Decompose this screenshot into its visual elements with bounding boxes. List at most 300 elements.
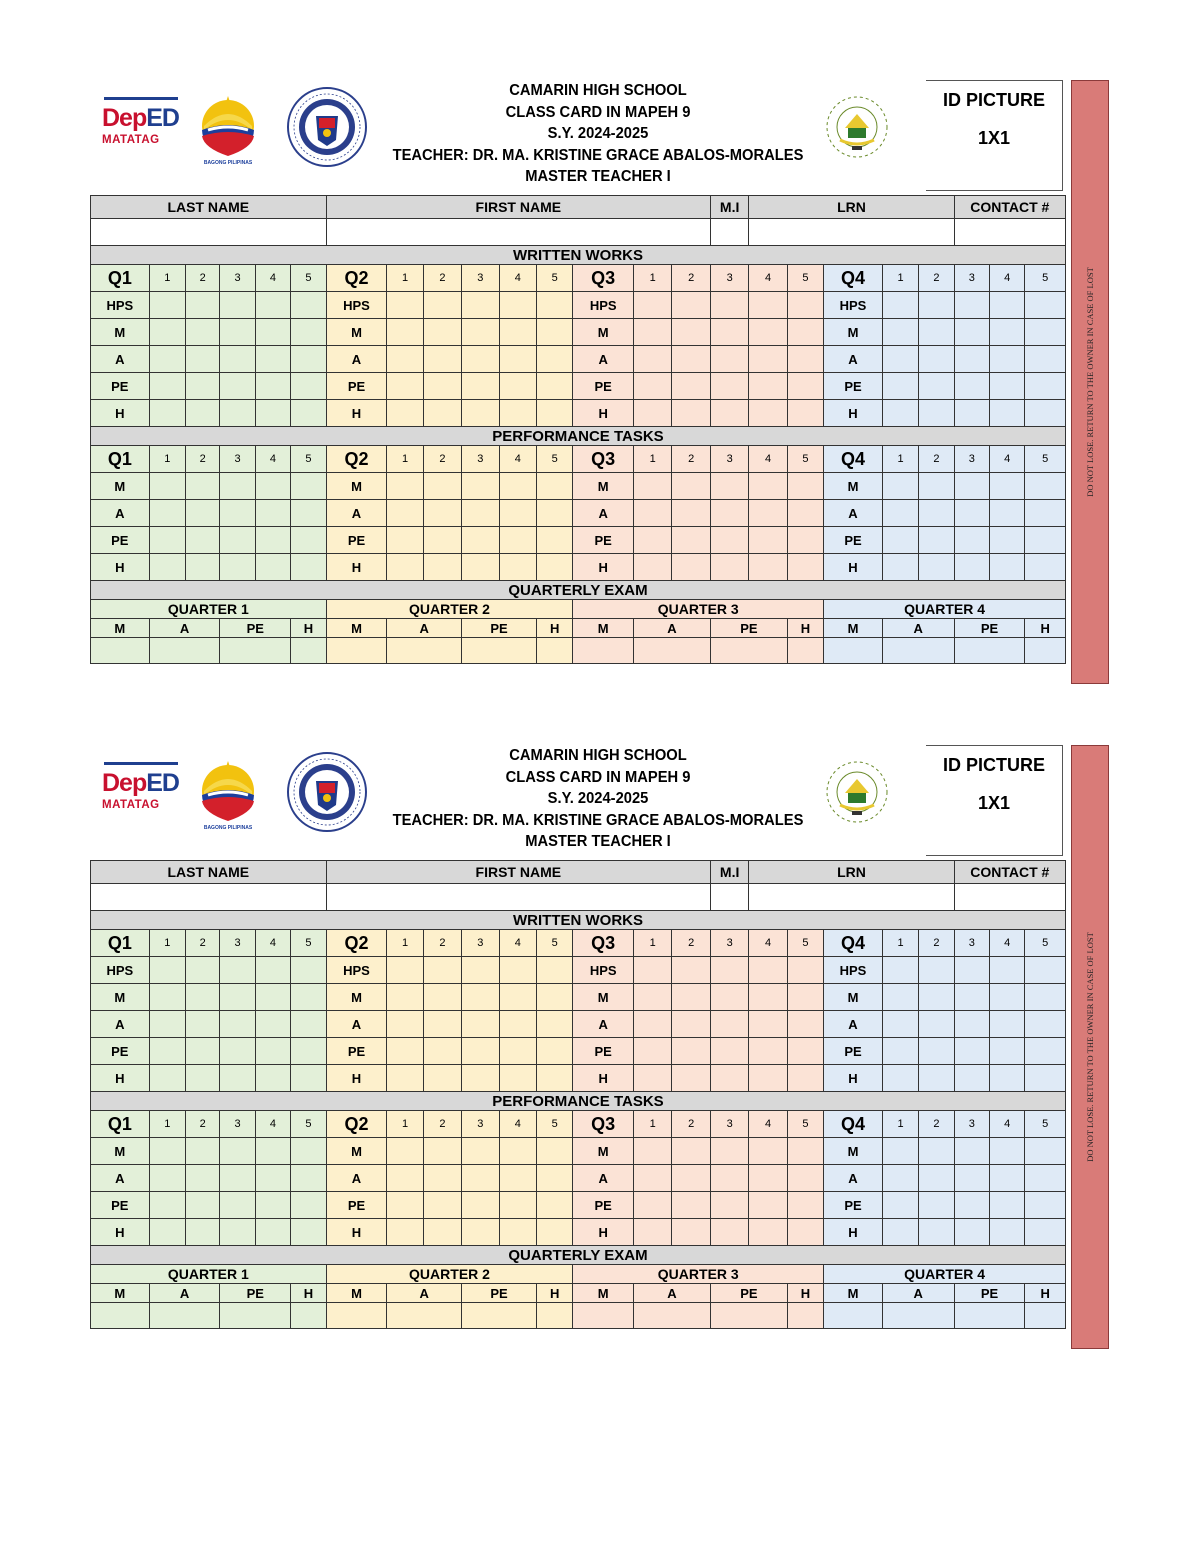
score-cell[interactable] [954, 1165, 989, 1192]
score-cell[interactable] [919, 1011, 954, 1038]
exam-score-cell[interactable] [787, 638, 823, 664]
score-cell[interactable] [634, 292, 672, 319]
score-cell[interactable] [423, 1219, 461, 1246]
score-cell[interactable] [787, 292, 823, 319]
score-cell[interactable] [499, 400, 536, 427]
score-cell[interactable] [710, 1219, 748, 1246]
score-cell[interactable] [990, 1138, 1025, 1165]
exam-score-cell[interactable] [149, 1303, 220, 1329]
score-cell[interactable] [749, 527, 787, 554]
score-cell[interactable] [672, 473, 711, 500]
score-cell[interactable] [536, 1065, 572, 1092]
exam-score-cell[interactable] [387, 638, 462, 664]
score-cell[interactable] [186, 1165, 220, 1192]
score-cell[interactable] [672, 984, 711, 1011]
score-cell[interactable] [220, 1192, 255, 1219]
score-cell[interactable] [749, 984, 787, 1011]
score-cell[interactable] [220, 527, 255, 554]
score-cell[interactable] [710, 373, 748, 400]
score-cell[interactable] [387, 527, 423, 554]
score-cell[interactable] [882, 1065, 918, 1092]
score-cell[interactable] [954, 957, 989, 984]
score-cell[interactable] [536, 984, 572, 1011]
score-cell[interactable] [220, 984, 255, 1011]
score-cell[interactable] [710, 473, 748, 500]
score-cell[interactable] [882, 500, 918, 527]
score-cell[interactable] [634, 1138, 672, 1165]
exam-score-cell[interactable] [220, 638, 291, 664]
score-cell[interactable] [423, 373, 461, 400]
score-cell[interactable] [149, 500, 185, 527]
score-cell[interactable] [536, 957, 572, 984]
score-cell[interactable] [186, 527, 220, 554]
score-cell[interactable] [423, 1065, 461, 1092]
score-cell[interactable] [990, 319, 1025, 346]
score-cell[interactable] [634, 554, 672, 581]
score-cell[interactable] [291, 957, 326, 984]
score-cell[interactable] [462, 1065, 499, 1092]
score-cell[interactable] [787, 1192, 823, 1219]
score-cell[interactable] [1025, 473, 1066, 500]
score-cell[interactable] [462, 400, 499, 427]
score-cell[interactable] [149, 292, 185, 319]
score-cell[interactable] [186, 319, 220, 346]
score-cell[interactable] [1025, 319, 1066, 346]
score-cell[interactable] [710, 346, 748, 373]
score-cell[interactable] [255, 473, 290, 500]
score-cell[interactable] [634, 527, 672, 554]
exam-score-cell[interactable] [326, 1303, 387, 1329]
score-cell[interactable] [672, 346, 711, 373]
score-cell[interactable] [255, 554, 290, 581]
score-cell[interactable] [186, 473, 220, 500]
score-cell[interactable] [220, 1011, 255, 1038]
score-cell[interactable] [387, 346, 423, 373]
score-cell[interactable] [149, 1165, 185, 1192]
score-cell[interactable] [220, 500, 255, 527]
score-cell[interactable] [186, 984, 220, 1011]
score-cell[interactable] [787, 1011, 823, 1038]
score-cell[interactable] [787, 319, 823, 346]
score-cell[interactable] [387, 373, 423, 400]
score-cell[interactable] [499, 1219, 536, 1246]
last-name-field[interactable] [91, 219, 327, 246]
score-cell[interactable] [291, 1038, 326, 1065]
score-cell[interactable] [462, 346, 499, 373]
score-cell[interactable] [462, 373, 499, 400]
score-cell[interactable] [220, 400, 255, 427]
score-cell[interactable] [387, 1219, 423, 1246]
score-cell[interactable] [672, 1192, 711, 1219]
score-cell[interactable] [255, 984, 290, 1011]
exam-score-cell[interactable] [573, 638, 634, 664]
score-cell[interactable] [990, 554, 1025, 581]
score-cell[interactable] [536, 527, 572, 554]
score-cell[interactable] [672, 1065, 711, 1092]
score-cell[interactable] [536, 292, 572, 319]
exam-score-cell[interactable] [1025, 1303, 1066, 1329]
score-cell[interactable] [255, 1192, 290, 1219]
score-cell[interactable] [954, 373, 989, 400]
score-cell[interactable] [149, 1219, 185, 1246]
score-cell[interactable] [387, 292, 423, 319]
exam-score-cell[interactable] [387, 1303, 462, 1329]
score-cell[interactable] [149, 373, 185, 400]
score-cell[interactable] [749, 373, 787, 400]
score-cell[interactable] [749, 1038, 787, 1065]
score-cell[interactable] [462, 527, 499, 554]
score-cell[interactable] [499, 1011, 536, 1038]
score-cell[interactable] [990, 400, 1025, 427]
score-cell[interactable] [220, 1065, 255, 1092]
score-cell[interactable] [291, 400, 326, 427]
score-cell[interactable] [634, 473, 672, 500]
score-cell[interactable] [291, 1165, 326, 1192]
score-cell[interactable] [710, 500, 748, 527]
score-cell[interactable] [291, 319, 326, 346]
exam-score-cell[interactable] [634, 1303, 711, 1329]
score-cell[interactable] [255, 957, 290, 984]
score-cell[interactable] [749, 957, 787, 984]
score-cell[interactable] [882, 319, 918, 346]
score-cell[interactable] [787, 984, 823, 1011]
score-cell[interactable] [672, 1011, 711, 1038]
score-cell[interactable] [387, 1138, 423, 1165]
score-cell[interactable] [882, 346, 918, 373]
score-cell[interactable] [919, 984, 954, 1011]
score-cell[interactable] [787, 1138, 823, 1165]
score-cell[interactable] [149, 984, 185, 1011]
score-cell[interactable] [149, 527, 185, 554]
score-cell[interactable] [787, 1219, 823, 1246]
score-cell[interactable] [749, 319, 787, 346]
score-cell[interactable] [291, 554, 326, 581]
score-cell[interactable] [990, 473, 1025, 500]
score-cell[interactable] [954, 346, 989, 373]
score-cell[interactable] [672, 527, 711, 554]
score-cell[interactable] [387, 1011, 423, 1038]
score-cell[interactable] [1025, 373, 1066, 400]
score-cell[interactable] [749, 1011, 787, 1038]
score-cell[interactable] [499, 1192, 536, 1219]
score-cell[interactable] [787, 373, 823, 400]
score-cell[interactable] [882, 984, 918, 1011]
score-cell[interactable] [787, 400, 823, 427]
first-name-field[interactable] [326, 219, 710, 246]
score-cell[interactable] [954, 1138, 989, 1165]
score-cell[interactable] [499, 500, 536, 527]
score-cell[interactable] [423, 400, 461, 427]
score-cell[interactable] [462, 1038, 499, 1065]
exam-score-cell[interactable] [536, 1303, 572, 1329]
score-cell[interactable] [710, 1011, 748, 1038]
score-cell[interactable] [149, 473, 185, 500]
score-cell[interactable] [634, 1038, 672, 1065]
score-cell[interactable] [536, 1219, 572, 1246]
score-cell[interactable] [149, 957, 185, 984]
score-cell[interactable] [919, 346, 954, 373]
score-cell[interactable] [255, 1011, 290, 1038]
exam-score-cell[interactable] [824, 1303, 883, 1329]
lrn-field[interactable] [749, 884, 954, 911]
score-cell[interactable] [749, 292, 787, 319]
score-cell[interactable] [255, 400, 290, 427]
score-cell[interactable] [220, 346, 255, 373]
score-cell[interactable] [499, 373, 536, 400]
exam-score-cell[interactable] [954, 638, 1025, 664]
score-cell[interactable] [536, 473, 572, 500]
exam-score-cell[interactable] [291, 1303, 326, 1329]
score-cell[interactable] [954, 1219, 989, 1246]
score-cell[interactable] [990, 1011, 1025, 1038]
score-cell[interactable] [462, 500, 499, 527]
score-cell[interactable] [387, 1192, 423, 1219]
score-cell[interactable] [954, 1011, 989, 1038]
score-cell[interactable] [220, 554, 255, 581]
score-cell[interactable] [672, 373, 711, 400]
score-cell[interactable] [387, 473, 423, 500]
score-cell[interactable] [220, 1038, 255, 1065]
score-cell[interactable] [634, 1011, 672, 1038]
score-cell[interactable] [710, 1065, 748, 1092]
lrn-field[interactable] [749, 219, 954, 246]
exam-score-cell[interactable] [710, 638, 787, 664]
score-cell[interactable] [710, 527, 748, 554]
score-cell[interactable] [954, 1038, 989, 1065]
score-cell[interactable] [387, 500, 423, 527]
score-cell[interactable] [634, 1065, 672, 1092]
score-cell[interactable] [634, 1192, 672, 1219]
score-cell[interactable] [787, 346, 823, 373]
score-cell[interactable] [1025, 527, 1066, 554]
exam-score-cell[interactable] [462, 638, 537, 664]
score-cell[interactable] [499, 527, 536, 554]
score-cell[interactable] [291, 1219, 326, 1246]
score-cell[interactable] [1025, 984, 1066, 1011]
score-cell[interactable] [1025, 500, 1066, 527]
score-cell[interactable] [919, 400, 954, 427]
score-cell[interactable] [672, 292, 711, 319]
score-cell[interactable] [990, 292, 1025, 319]
score-cell[interactable] [990, 1165, 1025, 1192]
score-cell[interactable] [634, 1219, 672, 1246]
score-cell[interactable] [220, 1165, 255, 1192]
score-cell[interactable] [882, 1192, 918, 1219]
score-cell[interactable] [423, 1192, 461, 1219]
score-cell[interactable] [710, 292, 748, 319]
score-cell[interactable] [919, 319, 954, 346]
score-cell[interactable] [634, 984, 672, 1011]
score-cell[interactable] [387, 400, 423, 427]
score-cell[interactable] [954, 1065, 989, 1092]
score-cell[interactable] [954, 292, 989, 319]
score-cell[interactable] [882, 957, 918, 984]
score-cell[interactable] [634, 500, 672, 527]
score-cell[interactable] [462, 957, 499, 984]
score-cell[interactable] [186, 400, 220, 427]
score-cell[interactable] [749, 1219, 787, 1246]
score-cell[interactable] [499, 1038, 536, 1065]
score-cell[interactable] [634, 319, 672, 346]
score-cell[interactable] [186, 554, 220, 581]
score-cell[interactable] [954, 400, 989, 427]
score-cell[interactable] [186, 346, 220, 373]
exam-score-cell[interactable] [462, 1303, 537, 1329]
score-cell[interactable] [919, 957, 954, 984]
score-cell[interactable] [462, 1165, 499, 1192]
score-cell[interactable] [672, 1038, 711, 1065]
score-cell[interactable] [710, 319, 748, 346]
score-cell[interactable] [882, 1011, 918, 1038]
score-cell[interactable] [499, 346, 536, 373]
score-cell[interactable] [149, 554, 185, 581]
score-cell[interactable] [499, 1165, 536, 1192]
score-cell[interactable] [882, 554, 918, 581]
score-cell[interactable] [919, 1192, 954, 1219]
score-cell[interactable] [990, 500, 1025, 527]
score-cell[interactable] [255, 1138, 290, 1165]
score-cell[interactable] [882, 400, 918, 427]
score-cell[interactable] [1025, 1138, 1066, 1165]
score-cell[interactable] [499, 1138, 536, 1165]
score-cell[interactable] [255, 1065, 290, 1092]
score-cell[interactable] [536, 346, 572, 373]
score-cell[interactable] [536, 1011, 572, 1038]
score-cell[interactable] [186, 1219, 220, 1246]
score-cell[interactable] [634, 1165, 672, 1192]
score-cell[interactable] [919, 292, 954, 319]
score-cell[interactable] [387, 1065, 423, 1092]
score-cell[interactable] [990, 1219, 1025, 1246]
score-cell[interactable] [462, 292, 499, 319]
exam-score-cell[interactable] [536, 638, 572, 664]
score-cell[interactable] [220, 1138, 255, 1165]
score-cell[interactable] [536, 1138, 572, 1165]
score-cell[interactable] [536, 1038, 572, 1065]
score-cell[interactable] [1025, 1165, 1066, 1192]
score-cell[interactable] [954, 319, 989, 346]
score-cell[interactable] [220, 292, 255, 319]
score-cell[interactable] [749, 1165, 787, 1192]
score-cell[interactable] [749, 1065, 787, 1092]
score-cell[interactable] [919, 500, 954, 527]
exam-score-cell[interactable] [634, 638, 711, 664]
score-cell[interactable] [423, 554, 461, 581]
score-cell[interactable] [255, 346, 290, 373]
score-cell[interactable] [787, 1038, 823, 1065]
score-cell[interactable] [186, 1011, 220, 1038]
exam-score-cell[interactable] [882, 1303, 954, 1329]
score-cell[interactable] [919, 1165, 954, 1192]
exam-score-cell[interactable] [954, 1303, 1025, 1329]
score-cell[interactable] [149, 1038, 185, 1065]
score-cell[interactable] [220, 957, 255, 984]
score-cell[interactable] [387, 984, 423, 1011]
score-cell[interactable] [672, 957, 711, 984]
score-cell[interactable] [423, 1138, 461, 1165]
score-cell[interactable] [1025, 554, 1066, 581]
score-cell[interactable] [291, 1011, 326, 1038]
score-cell[interactable] [749, 500, 787, 527]
score-cell[interactable] [149, 400, 185, 427]
score-cell[interactable] [186, 1065, 220, 1092]
score-cell[interactable] [672, 319, 711, 346]
contact-field[interactable] [954, 219, 1065, 246]
score-cell[interactable] [954, 500, 989, 527]
score-cell[interactable] [1025, 1219, 1066, 1246]
mi-field[interactable] [710, 219, 748, 246]
exam-score-cell[interactable] [882, 638, 954, 664]
score-cell[interactable] [749, 400, 787, 427]
score-cell[interactable] [954, 1192, 989, 1219]
score-cell[interactable] [634, 400, 672, 427]
score-cell[interactable] [149, 1192, 185, 1219]
score-cell[interactable] [423, 319, 461, 346]
score-cell[interactable] [710, 1192, 748, 1219]
score-cell[interactable] [1025, 1192, 1066, 1219]
score-cell[interactable] [291, 984, 326, 1011]
score-cell[interactable] [749, 554, 787, 581]
score-cell[interactable] [672, 1219, 711, 1246]
score-cell[interactable] [423, 527, 461, 554]
score-cell[interactable] [990, 1038, 1025, 1065]
score-cell[interactable] [749, 1138, 787, 1165]
score-cell[interactable] [919, 1065, 954, 1092]
score-cell[interactable] [749, 346, 787, 373]
score-cell[interactable] [954, 473, 989, 500]
score-cell[interactable] [149, 319, 185, 346]
score-cell[interactable] [882, 292, 918, 319]
score-cell[interactable] [499, 319, 536, 346]
score-cell[interactable] [387, 957, 423, 984]
score-cell[interactable] [749, 473, 787, 500]
score-cell[interactable] [710, 957, 748, 984]
score-cell[interactable] [990, 346, 1025, 373]
score-cell[interactable] [186, 373, 220, 400]
exam-score-cell[interactable] [326, 638, 387, 664]
score-cell[interactable] [462, 319, 499, 346]
score-cell[interactable] [536, 319, 572, 346]
score-cell[interactable] [423, 957, 461, 984]
score-cell[interactable] [499, 473, 536, 500]
score-cell[interactable] [423, 1165, 461, 1192]
score-cell[interactable] [423, 984, 461, 1011]
score-cell[interactable] [536, 373, 572, 400]
score-cell[interactable] [186, 500, 220, 527]
score-cell[interactable] [186, 957, 220, 984]
score-cell[interactable] [423, 346, 461, 373]
exam-score-cell[interactable] [149, 638, 220, 664]
score-cell[interactable] [149, 346, 185, 373]
score-cell[interactable] [186, 1038, 220, 1065]
score-cell[interactable] [1025, 1065, 1066, 1092]
score-cell[interactable] [672, 554, 711, 581]
score-cell[interactable] [462, 1011, 499, 1038]
score-cell[interactable] [149, 1065, 185, 1092]
score-cell[interactable] [787, 527, 823, 554]
score-cell[interactable] [787, 473, 823, 500]
score-cell[interactable] [710, 1038, 748, 1065]
score-cell[interactable] [710, 984, 748, 1011]
exam-score-cell[interactable] [91, 1303, 150, 1329]
score-cell[interactable] [291, 1065, 326, 1092]
score-cell[interactable] [954, 984, 989, 1011]
score-cell[interactable] [919, 1038, 954, 1065]
last-name-field[interactable] [91, 884, 327, 911]
score-cell[interactable] [990, 527, 1025, 554]
score-cell[interactable] [220, 373, 255, 400]
score-cell[interactable] [291, 373, 326, 400]
